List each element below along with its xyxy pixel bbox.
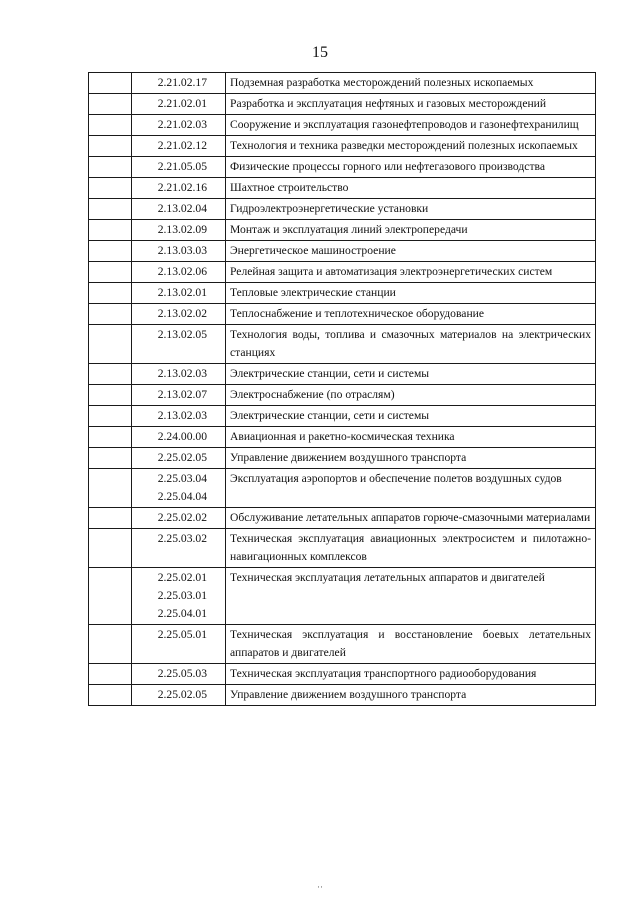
empty-cell: [89, 94, 132, 115]
code-cell: [132, 364, 226, 385]
specialty-name: Управление движением воздушного транспорта: [226, 448, 596, 469]
empty-cell: [89, 427, 132, 448]
table-row: [89, 304, 596, 325]
empty-cell: [89, 664, 132, 685]
empty-cell: [89, 508, 132, 529]
specialty-code: 2.25.04.04: [157, 490, 207, 503]
table-row: [89, 94, 596, 115]
specialty-name: Электроснабжение (по отраслям): [226, 385, 596, 406]
empty-cell: [89, 385, 132, 406]
specialty-code: 2.21.02.12: [157, 139, 207, 152]
specialty-code: 2.21.02.01: [157, 97, 207, 110]
specialty-name: Теплоснабжение и теплотехническое оборудование: [226, 304, 596, 325]
code-cell: [132, 304, 226, 325]
code-cell: [132, 262, 226, 283]
table-row: [89, 178, 596, 199]
footer-mark: ··: [317, 882, 323, 892]
specialty-code: 2.21.02.17: [157, 76, 207, 89]
specialty-name: Тепловые электрические станции: [226, 283, 596, 304]
code-cell: [132, 529, 226, 568]
table-row: [89, 220, 596, 241]
specialty-code: 2.25.02.05: [157, 451, 207, 464]
specialty-code: 2.13.02.09: [157, 223, 207, 236]
specialty-code: 2.25.05.03: [157, 667, 207, 680]
empty-cell: [89, 625, 132, 664]
empty-cell: [89, 448, 132, 469]
specialty-code: 2.13.02.04: [157, 202, 207, 215]
empty-cell: [89, 364, 132, 385]
empty-cell: [89, 178, 132, 199]
specialty-code: 2.21.05.05: [157, 160, 207, 173]
empty-cell: [89, 325, 132, 364]
code-cell: [132, 385, 226, 406]
table-body: [89, 73, 596, 706]
empty-cell: [89, 262, 132, 283]
table-row: [89, 385, 596, 406]
specialty-code: 2.25.02.01: [157, 571, 207, 584]
empty-cell: [89, 469, 132, 508]
code-cell: [132, 664, 226, 685]
empty-cell: [89, 406, 132, 427]
specialty-code: 2.25.05.01: [157, 628, 207, 641]
specialty-code: 2.13.02.03: [157, 367, 207, 380]
empty-cell: [89, 73, 132, 94]
specialty-name: Энергетическое машиностроение: [226, 241, 596, 262]
table-row: [89, 364, 596, 385]
code-cell: [132, 568, 226, 625]
code-cell: [132, 241, 226, 262]
code-cell: [132, 427, 226, 448]
code-cell: [132, 94, 226, 115]
specialty-code: 2.24.00.00: [157, 430, 207, 443]
specialty-name: Эксплуатация аэропортов и обеспечение полетов воздушных судов: [226, 469, 596, 508]
table-row: [89, 73, 596, 94]
specialty-name: Гидроэлектроэнергетические установки: [226, 199, 596, 220]
empty-cell: [89, 241, 132, 262]
specialty-name: Техническая эксплуатация и восстановление боевых летательных аппаратов и двигателей: [226, 625, 596, 664]
table-row: [89, 448, 596, 469]
specialty-code: 2.13.02.02: [157, 307, 207, 320]
specialty-name: Управление движением воздушного транспорта: [226, 685, 596, 706]
specialty-name: Техническая эксплуатация авиационных электросистем и пилотажно-навигационных комплексов: [226, 529, 596, 568]
code-cell: [132, 469, 226, 508]
code-cell: [132, 178, 226, 199]
table-row: [89, 469, 596, 508]
table-row: [89, 568, 596, 625]
specialty-code: 2.25.02.02: [157, 511, 207, 524]
specialty-name: Техническая эксплуатация транспортного радиооборудования: [226, 664, 596, 685]
table-row: [89, 115, 596, 136]
table-row: [89, 136, 596, 157]
table-row: [89, 508, 596, 529]
specialty-code: 2.13.03.03: [157, 244, 207, 257]
specialty-name: Технология и техника разведки месторождений полезных ископаемых: [226, 136, 596, 157]
specialty-code: 2.21.02.03: [157, 118, 207, 131]
specialties-table: [88, 72, 596, 706]
specialty-code: 2.13.02.07: [157, 388, 207, 401]
code-cell: [132, 220, 226, 241]
code-cell: [132, 406, 226, 427]
table-row: [89, 406, 596, 427]
specialty-code: 2.13.02.05: [157, 328, 207, 341]
table-row: [89, 625, 596, 664]
specialty-name: Подземная разработка месторождений полезных ископаемых: [226, 73, 596, 94]
specialty-name: Электрические станции, сети и системы: [226, 364, 596, 385]
empty-cell: [89, 199, 132, 220]
code-cell: [132, 73, 226, 94]
specialty-name: Авиационная и ракетно-космическая техника: [226, 427, 596, 448]
code-cell: [132, 157, 226, 178]
empty-cell: [89, 529, 132, 568]
empty-cell: [89, 304, 132, 325]
empty-cell: [89, 685, 132, 706]
code-cell: [132, 283, 226, 304]
specialty-name: Технология воды, топлива и смазочных материалов на электрических станциях: [226, 325, 596, 364]
specialty-name: Электрические станции, сети и системы: [226, 406, 596, 427]
table-row: [89, 664, 596, 685]
table-row: [89, 283, 596, 304]
table-row: [89, 685, 596, 706]
table-row: [89, 199, 596, 220]
empty-cell: [89, 157, 132, 178]
specialty-name: Релейная защита и автоматизация электроэнергетических систем: [226, 262, 596, 283]
specialty-code: 2.25.03.01: [157, 589, 207, 602]
table-row: [89, 325, 596, 364]
empty-cell: [89, 568, 132, 625]
table-row: [89, 262, 596, 283]
specialty-name: Физические процессы горного или нефтегазового производства: [226, 157, 596, 178]
table-row: [89, 157, 596, 178]
code-cell: [132, 115, 226, 136]
code-cell: [132, 685, 226, 706]
specialty-name: Монтаж и эксплуатация линий электропередачи: [226, 220, 596, 241]
specialty-name: Разработка и эксплуатация нефтяных и газовых месторождений: [226, 94, 596, 115]
empty-cell: [89, 136, 132, 157]
specialty-code: 2.25.03.02: [157, 532, 207, 545]
specialty-name: Техническая эксплуатация летательных аппаратов и двигателей: [226, 568, 596, 625]
specialty-code: 2.13.02.03: [157, 409, 207, 422]
specialty-code: 2.21.02.16: [157, 181, 207, 194]
specialty-code: 2.13.02.01: [157, 286, 207, 299]
table-row: [89, 529, 596, 568]
specialty-name: Сооружение и эксплуатация газонефтепроводов и газонефтехранилищ: [226, 115, 596, 136]
code-cell: [132, 625, 226, 664]
code-cell: [132, 508, 226, 529]
specialty-code: 2.25.03.04: [157, 472, 207, 485]
empty-cell: [89, 283, 132, 304]
specialty-name: Шахтное строительство: [226, 178, 596, 199]
specialty-code: 2.25.02.05: [157, 688, 207, 701]
specialty-name: Обслуживание летательных аппаратов горюче-смазочными материалами: [226, 508, 596, 529]
code-cell: [132, 448, 226, 469]
table-row: [89, 427, 596, 448]
empty-cell: [89, 220, 132, 241]
page-number: 15: [312, 44, 328, 61]
code-cell: [132, 199, 226, 220]
code-cell: [132, 325, 226, 364]
code-cell: [132, 136, 226, 157]
specialty-code: 2.13.02.06: [157, 265, 207, 278]
specialty-code: 2.25.04.01: [157, 607, 207, 620]
empty-cell: [89, 115, 132, 136]
table-row: [89, 241, 596, 262]
